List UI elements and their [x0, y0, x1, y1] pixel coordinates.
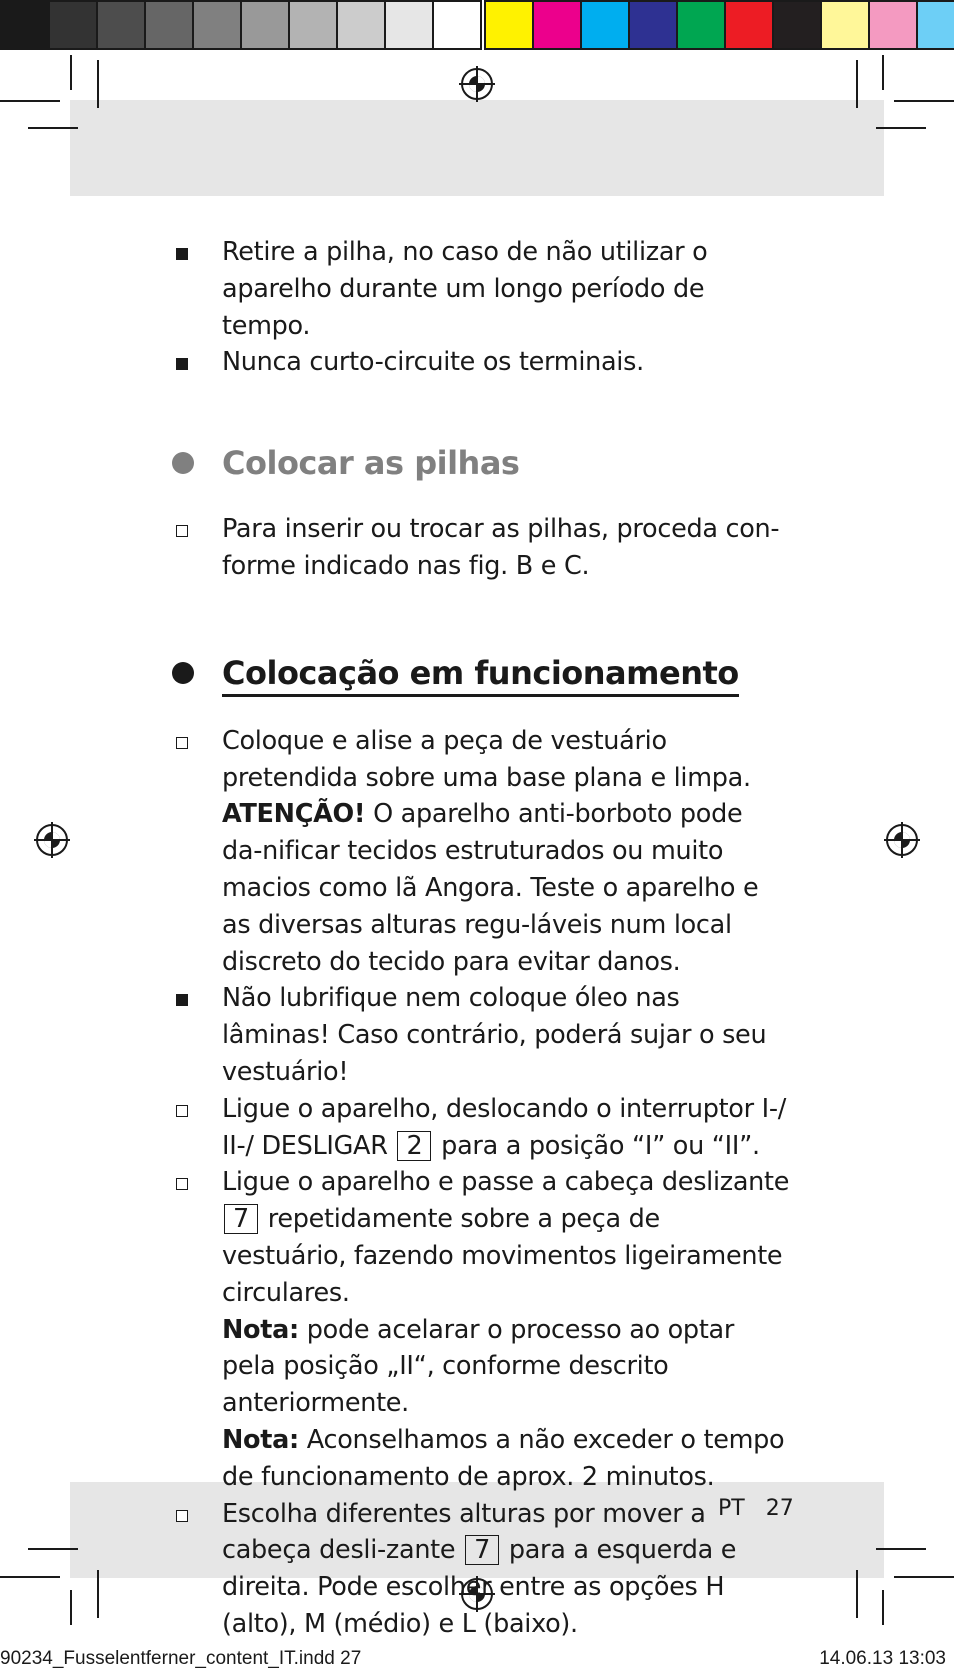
note-label: Nota:	[222, 1424, 299, 1455]
note-text: pode acelarar o processo ao optar pela posição „II“, conforme descrito anteriormente.	[222, 1314, 735, 1419]
attention-label: ATENÇÃO!	[222, 799, 366, 830]
color-swatch	[384, 0, 432, 50]
section-heading	[170, 441, 790, 485]
note-label: Nota:	[222, 1314, 299, 1345]
crop-mark	[0, 100, 60, 102]
color-swatch	[580, 0, 628, 50]
square-bullet-icon	[176, 994, 188, 1006]
list-item	[170, 1164, 790, 1495]
checkbox-bullet-icon	[176, 1510, 188, 1522]
color-swatch	[724, 0, 772, 50]
color-swatch	[820, 0, 868, 50]
process-color-bar	[484, 0, 954, 50]
part-reference: 7	[465, 1535, 499, 1565]
color-swatch	[0, 0, 48, 50]
instruction-text: Coloque e alise a peça de vestuário pretendida sobre uma base plana e limpa.	[222, 725, 751, 793]
list-item	[170, 1091, 790, 1165]
instruction-text: Ligue o aparelho e passe a cabeça deslizante	[222, 1167, 790, 1198]
safety-note: Nunca curto-circuite os terminais.	[222, 347, 644, 378]
list-item	[170, 234, 790, 344]
crop-mark	[70, 55, 72, 90]
square-bullet-icon	[176, 248, 188, 260]
crop-mark	[876, 127, 926, 129]
crop-mark	[856, 60, 858, 108]
crop-mark	[876, 1548, 926, 1550]
instruction-text: para a posição “I” ou “II”.	[433, 1130, 760, 1161]
language-code: PT	[718, 1496, 745, 1521]
color-swatch	[144, 0, 192, 50]
page-footer	[718, 1496, 794, 1521]
header-band	[70, 100, 884, 196]
page-number: 27	[765, 1496, 794, 1521]
instruction-text: repetidamente sobre a peça de vestuário, fazendo movimentos ligeiramente circulares.	[222, 1204, 783, 1308]
instruction-text: Para inserir ou trocar as pilhas, proceda con-forme indicado nas fig. B e C.	[222, 514, 780, 581]
registration-mark-icon	[884, 822, 920, 858]
color-swatch	[868, 0, 916, 50]
date-slug: 14.06.13 13:03	[819, 1648, 946, 1669]
crop-mark	[882, 55, 884, 90]
color-swatch	[336, 0, 384, 50]
section-heading	[170, 651, 790, 695]
crop-mark	[97, 60, 99, 108]
crop-mark	[97, 1570, 99, 1618]
checkbox-bullet-icon	[176, 525, 188, 537]
list-item	[170, 344, 790, 381]
manual-content	[170, 230, 790, 1643]
crop-mark	[856, 1570, 858, 1618]
color-swatch	[240, 0, 288, 50]
color-swatch	[192, 0, 240, 50]
color-swatch	[772, 0, 820, 50]
list-item	[170, 980, 790, 1090]
crop-mark	[882, 1590, 884, 1625]
safety-note: Retire a pilha, no caso de não utilizar o aparelho durante um longo período de tempo.	[222, 237, 708, 341]
instruction-text: Ligue o aparelho, deslocando o interruptor I-/ II-/ DESLIGAR	[222, 1093, 787, 1161]
color-swatch	[484, 0, 532, 50]
circle-bullet-icon	[172, 452, 194, 474]
color-swatch	[288, 0, 336, 50]
checkbox-bullet-icon	[176, 1105, 188, 1117]
attention-text: O aparelho anti-borboto pode da-nificar tecidos estruturados ou muito macios como lã Angora. Teste o aparelho e as diversas alturas regu-láveis num local discreto do tecido para evitar danos.	[222, 799, 759, 977]
crop-mark	[28, 127, 78, 129]
part-reference: 2	[397, 1131, 431, 1161]
color-swatch	[676, 0, 724, 50]
part-reference: 7	[224, 1204, 258, 1234]
grayscale-color-bar	[0, 0, 482, 50]
note-text: Aconselhamos a não exceder o tempo de funcionamento de aprox. 2 minutos.	[222, 1424, 785, 1492]
crop-mark	[28, 1548, 78, 1550]
list-item	[170, 1496, 790, 1643]
crop-mark	[70, 1590, 72, 1625]
color-swatch	[916, 0, 954, 50]
color-swatch	[532, 0, 580, 50]
checkbox-bullet-icon	[176, 737, 188, 749]
list-item	[170, 511, 790, 585]
list-item	[170, 723, 790, 981]
color-swatch	[48, 0, 96, 50]
crop-mark	[0, 1576, 60, 1578]
warning-text: Não lubrifique nem coloque óleo nas lâminas! Caso contrário, poderá sujar o seu vestuário!	[222, 983, 767, 1087]
file-slug: 90234_Fusselentferner_content_IT.indd 27	[0, 1648, 362, 1669]
checkbox-bullet-icon	[176, 1178, 188, 1190]
color-swatch	[628, 0, 676, 50]
instruction-text: para a esquerda e direita. Pode escolher entre as opções H (alto), M (médio) e L (baixo).	[222, 1535, 737, 1639]
instruction-text: Escolha diferentes alturas por mover a cabeça desli-zante	[222, 1498, 706, 1566]
crop-mark	[894, 1576, 954, 1578]
circle-bullet-icon	[172, 662, 194, 684]
crop-mark	[894, 100, 954, 102]
color-swatch	[432, 0, 482, 50]
color-swatch	[96, 0, 144, 50]
registration-mark-icon	[459, 66, 495, 102]
registration-mark-icon	[34, 822, 70, 858]
section-title: Colocação em funcionamento	[222, 654, 739, 697]
section-title: Colocar as pilhas	[222, 444, 520, 483]
square-bullet-icon	[176, 358, 188, 370]
